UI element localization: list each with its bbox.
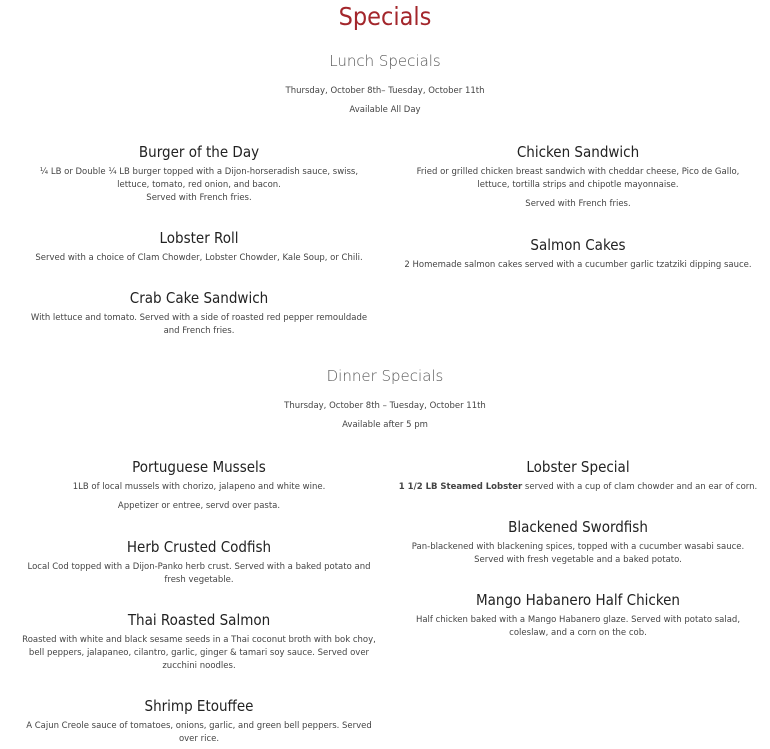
item-description: Fried or grilled chicken breast sandwich with cheddar cheese, Pico de Gallo, lettuce, tortilla strips and chipotle mayonnaise. — [416, 167, 740, 190]
item-description: Served with a choice of Clam Chowder, Lobster Chowder, Kale Soup, or Chili. — [35, 253, 363, 263]
menu-item-thai-roasted-salmon — [14, 611, 384, 673]
item-name: Salmon Cakes — [530, 236, 626, 254]
item-name: Chicken Sandwich — [516, 143, 640, 161]
item-name: Lobster Special — [526, 458, 630, 476]
lunch-dates: Thursday, October 8th– Tuesday, October 11th — [285, 86, 485, 96]
item-description: A Cajun Creole sauce of tomatoes, onions, garlic, and green bell peppers. Served over rice. — [26, 721, 372, 744]
menu-item-mango-habanero-half-chicken — [396, 591, 760, 640]
page-title: Specials — [338, 2, 432, 31]
lunch-availability: Available All Day — [349, 105, 421, 115]
item-description-bold: 1 1/2 LB Steamed Lobster — [398, 482, 523, 492]
menu-item-portuguese-mussels — [14, 458, 384, 513]
item-description: Half chicken baked with a Mango Habanero glaze. Served with potato salad, coleslaw, and a corn on the cob. — [415, 615, 741, 638]
item-description-rest: served with a cup of clam chowder and an ear of corn. — [522, 482, 758, 492]
item-description: 2 Homemade salmon cakes served with a cucumber garlic tzatziki dipping sauce. — [404, 260, 752, 270]
item-description: Pan-blackened with blackening spices, topped with a cucumber wasabi sauce. Served with fresh vegetable and a baked potato. — [411, 542, 745, 565]
menu-item-lobster-roll — [14, 229, 384, 265]
item-note: Served with French fries. — [146, 193, 252, 203]
item-description — [396, 481, 760, 494]
menu-item-lobster-special — [396, 458, 760, 494]
item-description: Roasted with white and black sesame seeds in a Thai coconut broth with bok choy, bell peppers, jalapaneo, cilantro, garlic, ginger & tamari soy sauce. Served over zucchini noodles. — [22, 635, 376, 671]
item-note: Appetizer or entree, servd over pasta. — [117, 501, 281, 511]
dinner-availability: Available after 5 pm — [342, 420, 428, 430]
menu-item-chicken-sandwich — [396, 143, 760, 211]
item-name: Crab Cake Sandwich — [129, 289, 269, 307]
dinner-dates: Thursday, October 8th – Tuesday, October 11th — [284, 401, 486, 411]
item-name: Blackened Swordfish — [508, 518, 648, 536]
item-description: ¼ LB or Double ¼ LB burger topped with a Dijon-horseradish sauce, swiss, lettuce, tomato, red onion, and bacon. — [39, 167, 359, 190]
item-name: Thai Roasted Salmon — [127, 611, 271, 629]
item-note: Served with French fries. — [525, 199, 631, 209]
menu-item-herb-crusted-codfish — [14, 538, 384, 587]
menu-item-salmon-cakes — [396, 236, 760, 272]
item-description: Local Cod topped with a Dijon-Panko herb crust. Served with a baked potato and fresh vegetable. — [27, 562, 371, 585]
menu-item-blackened-swordfish — [396, 518, 760, 567]
menu-item-crab-cake-sandwich — [14, 289, 384, 338]
item-name: Burger of the Day — [138, 143, 260, 161]
lunch-section-title: Lunch Specials — [329, 52, 441, 70]
item-description: With lettuce and tomato. Served with a side of roasted red pepper remouldade and French fries. — [30, 313, 368, 336]
item-name: Mango Habanero Half Chicken — [476, 591, 680, 609]
item-name: Portuguese Mussels — [132, 458, 266, 476]
item-name: Shrimp Etouffee — [144, 697, 254, 715]
menu-item-burger-of-the-day — [14, 143, 384, 205]
item-name: Herb Crusted Codfish — [126, 538, 272, 556]
item-name: Lobster Roll — [159, 229, 239, 247]
dinner-section-title: Dinner Specials — [326, 367, 444, 385]
menu-item-shrimp-etouffee — [14, 697, 384, 746]
item-description: 1LB of local mussels with chorizo, jalapeno and white wine. — [72, 482, 326, 492]
